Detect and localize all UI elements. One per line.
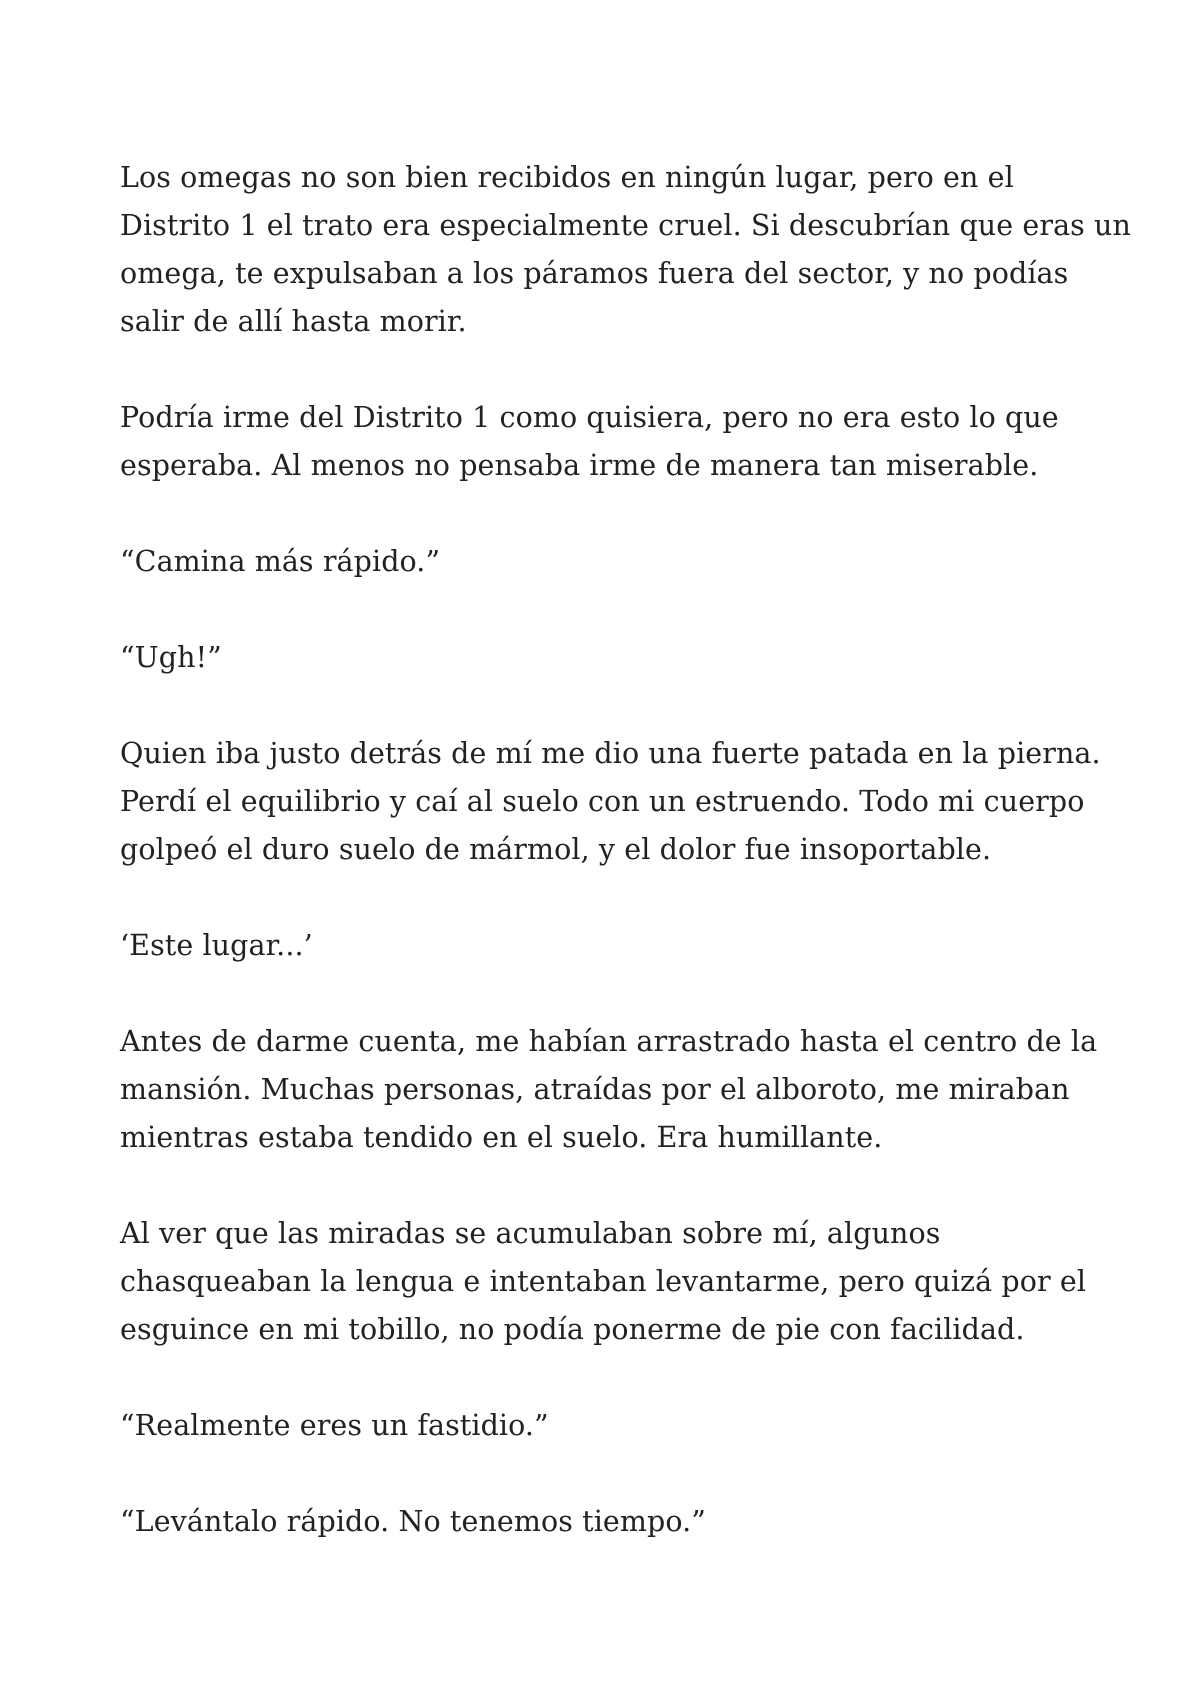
text-line: “Realmente eres un fastidio.” bbox=[120, 1409, 549, 1442]
paragraph-10 bbox=[120, 1498, 1080, 1546]
text-line: omega, te expulsaban a los páramos fuera del sector, y no podías bbox=[120, 257, 1069, 290]
text-line: “Levántalo rápido. No tenemos tiempo.” bbox=[120, 1505, 706, 1538]
paragraph-6 bbox=[120, 922, 1080, 970]
text-line: Al ver que las miradas se acumulaban sobre mí, algunos bbox=[120, 1217, 941, 1250]
paragraph-4 bbox=[120, 634, 1080, 682]
paragraph-9 bbox=[120, 1402, 1080, 1450]
text-line: ‘Este lugar...’ bbox=[120, 929, 313, 962]
text-line: “Camina más rápido.” bbox=[120, 545, 441, 578]
text-line: Distrito 1 el trato era especialmente cruel. Si descubrían que eras un bbox=[120, 209, 1131, 242]
text-line: Podría irme del Distrito 1 como quisiera, pero no era esto lo que bbox=[120, 401, 1059, 434]
text-line: “Ugh!” bbox=[120, 641, 222, 674]
text-line: Los omegas no son bien recibidos en ningún lugar, pero en el bbox=[120, 161, 1014, 194]
paragraph-3 bbox=[120, 538, 1080, 586]
text-line: esperaba. Al menos no pensaba irme de manera tan miserable. bbox=[120, 449, 1039, 482]
text-line: chasqueaban la lengua e intentaban levantarme, pero quizá por el bbox=[120, 1265, 1087, 1298]
paragraph-8 bbox=[120, 1210, 1087, 1354]
text-line: salir de allí hasta morir. bbox=[120, 305, 467, 338]
text-line: esguince en mi tobillo, no podía ponerme de pie con facilidad. bbox=[120, 1313, 1025, 1346]
paragraph-2 bbox=[120, 394, 1080, 490]
text-line: Perdí el equilibrio y caí al suelo con un estruendo. Todo mi cuerpo bbox=[120, 785, 1085, 818]
paragraph-1 bbox=[120, 154, 1131, 346]
text-line: mansión. Muchas personas, atraídas por el alboroto, me miraban bbox=[120, 1073, 1070, 1106]
text-line: golpeó el duro suelo de mármol, y el dolor fue insoportable. bbox=[120, 833, 992, 866]
paragraph-7 bbox=[120, 1018, 1098, 1162]
text-line: Quien iba justo detrás de mí me dio una fuerte patada en la pierna. bbox=[120, 737, 1101, 770]
text-line: Antes de darme cuenta, me habían arrastrado hasta el centro de la bbox=[120, 1025, 1098, 1058]
text-body bbox=[120, 154, 1131, 1594]
paragraph-5 bbox=[120, 730, 1101, 874]
text-line: mientras estaba tendido en el suelo. Era humillante. bbox=[120, 1121, 883, 1154]
